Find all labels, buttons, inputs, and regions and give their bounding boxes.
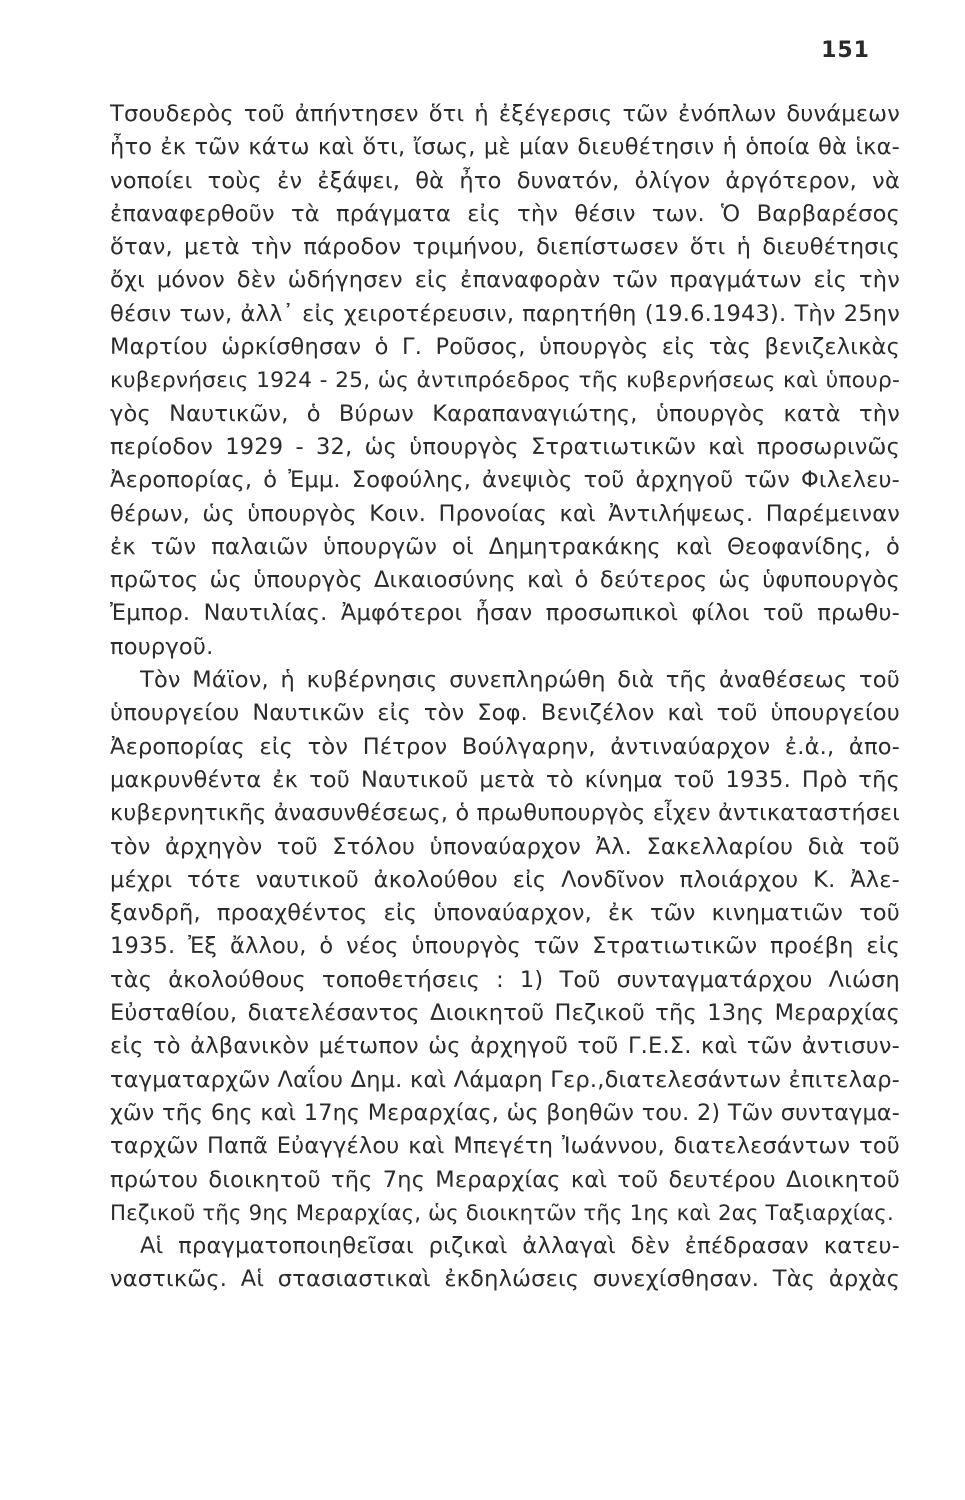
paragraph [110, 1230, 900, 1297]
text-line: χῶν τῆς 6ης καὶ 17ης Μεραρχίας, ὡς βοηθῶν του. 2) Τῶν συνταγμα- [110, 1099, 900, 1126]
text-line: γὸς Ναυτικῶν, ὁ Βύρων Καραπαναγιώτης, ὑπουργὸς κατὰ τὴν [110, 400, 900, 427]
text-line: τὰς ἀκολούθους τοποθετήσεις : 1) Τοῦ συνταγματάρχου Λιώση [110, 966, 900, 993]
body-text [110, 98, 900, 1297]
text-line: Τσουδερὸς τοῦ ἀπήντησεν ὅτι ἡ ἐξέγερσις τῶν ἐνόπλων δυνάμεων [110, 101, 900, 127]
text-line: κυβερνητικῆς ἀνασυνθέσεως, ὁ πρωθυπουργὸς εἶχεν ἀντικαταστήσει [110, 800, 900, 827]
text-line: Εὐσταθίου, διατελέσαντος Διοικητοῦ Πεζικοῦ τῆς 13ης Μεραρχίας [110, 1000, 900, 1027]
page-number: 151 [821, 38, 870, 63]
text-line: μέχρι τότε ναυτικοῦ ἀκολούθου εἰς Λονδῖνον πλοιάρχου Κ. Ἀλε- [110, 866, 900, 893]
text-line: πρώτου διοικητοῦ τῆς 7ης Μεραρχίας καὶ τοῦ δευτέρου Διοικητοῦ [110, 1166, 900, 1193]
text-line: ταγματαρχῶν Λαΐου Δημ. καὶ Λάμαρη Γερ.,διατελεσάντων ἐπιτελαρ- [110, 1066, 900, 1093]
text-line: Ἐμπορ. Ναυτιλίας. Ἀμφότεροι ἦσαν προσωπικοὶ φίλοι τοῦ πρωθυ- [110, 600, 900, 627]
text-line: ὄχι μόνον δὲν ὡδήγησεν εἰς ἐπαναφορὰν τῶν πραγμάτων εἰς τὴν [110, 267, 900, 294]
text-line: Μαρτίου ὡρκίσθησαν ὁ Γ. Ροῦσος, ὑπουργὸς εἰς τὰς βενιζελικὰς [110, 334, 900, 361]
text-line: εἰς τὸ ἀλβανικὸν μέτωπον ὡς ἀρχηγοῦ τοῦ Γ.Ε.Σ. καὶ τῶν ἀντισυν- [110, 1033, 900, 1060]
text-line: ἐπαναφερθοῦν τὰ πράγματα εἰς τὴν θέσιν των. Ὁ Βαρβαρέσος [110, 200, 900, 227]
text-line: τὸν ἀρχηγὸν τοῦ Στόλου ὑποναύαρχον Ἀλ. Σακελλαρίου διὰ τοῦ [110, 833, 900, 860]
text-line: ξανδρῆ, προαχθέντος εἰς ὑποναύαρχον, ἐκ τῶν κινηματιῶν τοῦ [110, 900, 900, 927]
text-line: πουργοῦ. [110, 633, 214, 660]
text-line: ἐκ τῶν παλαιῶν ὑπουργῶν οἱ Δημητρακάκης καὶ Θεοφανίδης, ὁ [110, 533, 900, 560]
text-line: ναστικῶς. Αἱ στασιαστικαὶ ἐκδηλώσεις συνεχίσθησαν. Τὰς ἀρχὰς [110, 1266, 900, 1293]
paragraph [110, 664, 900, 1230]
text-line: μακρυνθέντα ἐκ τοῦ Ναυτικοῦ μετὰ τὸ κίνημα τοῦ 1935. Πρὸ τῆς [110, 766, 900, 793]
paragraph [110, 98, 900, 664]
text-line: ὅταν, μετὰ τὴν πάροδον τριμήνου, διεπίστωσεν ὅτι ἡ διευθέτησις [110, 234, 900, 261]
text-line: θέσιν των, ἀλλ᾽ εἰς χειροτέρευσιν, παρητήθη (19.6.1943). Τὴν 25ην [110, 300, 900, 327]
text-line: 1935. Ἐξ ἄλλου, ὁ νέος ὑπουργὸς τῶν Στρατιωτικῶν προέβη εἰς [110, 933, 900, 960]
text-line: ταρχῶν Παπᾶ Εὐαγγέλου καὶ Μπεγέτη Ἰωάννου, διατελεσάντων τοῦ [110, 1133, 900, 1160]
text-line: πρῶτος ὡς ὑπουργὸς Δικαιοσύνης καὶ ὁ δεύτερος ὡς ὑφυπουργὸς [110, 567, 900, 594]
text-line: θέρων, ὡς ὑπουργὸς Κοιν. Προνοίας καὶ Ἀντιλήψεως. Παρέμειναν [110, 500, 900, 527]
text-line: Ἀεροπορίας εἰς τὸν Πέτρον Βούλγαρην, ἀντιναύαρχον ἐ.ἀ., ἀπο- [110, 733, 900, 760]
text-line: Αἱ πραγματοποιηθεῖσαι ριζικαὶ ἀλλαγαὶ δὲν ἐπέδρασαν κατευ- [140, 1233, 900, 1260]
text-line: νοποίει τοὺς ἐν ἐξάψει, θὰ ἦτο δυνατόν, ὀλίγον ἀργότερον, νὰ [110, 167, 900, 194]
text-line: Πεζικοῦ τῆς 9ης Μεραρχίας, ὡς διοικητῶν τῆς 1ης καὶ 2ας Ταξιαρχίας. [110, 1200, 894, 1226]
text-line: περίοδον 1929 - 32, ὡς ὑπουργὸς Στρατιωτικῶν καὶ προσωρινῶς [110, 433, 900, 460]
text-line: κυβερνήσεις 1924 - 25, ὡς ἀντιπρόεδρος τῆς κυβερνήσεως καὶ ὑπουρ- [110, 368, 900, 394]
text-line: Ἀεροπορίας, ὁ Ἐμμ. Σοφούλης, ἀνεψιὸς τοῦ ἀρχηγοῦ τῶν Φιλελευ- [110, 467, 900, 494]
text-line: ἦτο ἐκ τῶν κάτω καὶ ὅτι, ἴσως, μὲ μίαν διευθέτησιν ἡ ὁποία θὰ ἱκα- [110, 134, 900, 161]
text-line: Τὸν Μάϊον, ἡ κυβέρνησις συνεπληρώθη διὰ τῆς ἀναθέσεως τοῦ [140, 667, 900, 694]
text-line: ὑπουργείου Ναυτικῶν εἰς τὸν Σοφ. Βενιζέλον καὶ τοῦ ὑπουργείου [110, 700, 900, 727]
